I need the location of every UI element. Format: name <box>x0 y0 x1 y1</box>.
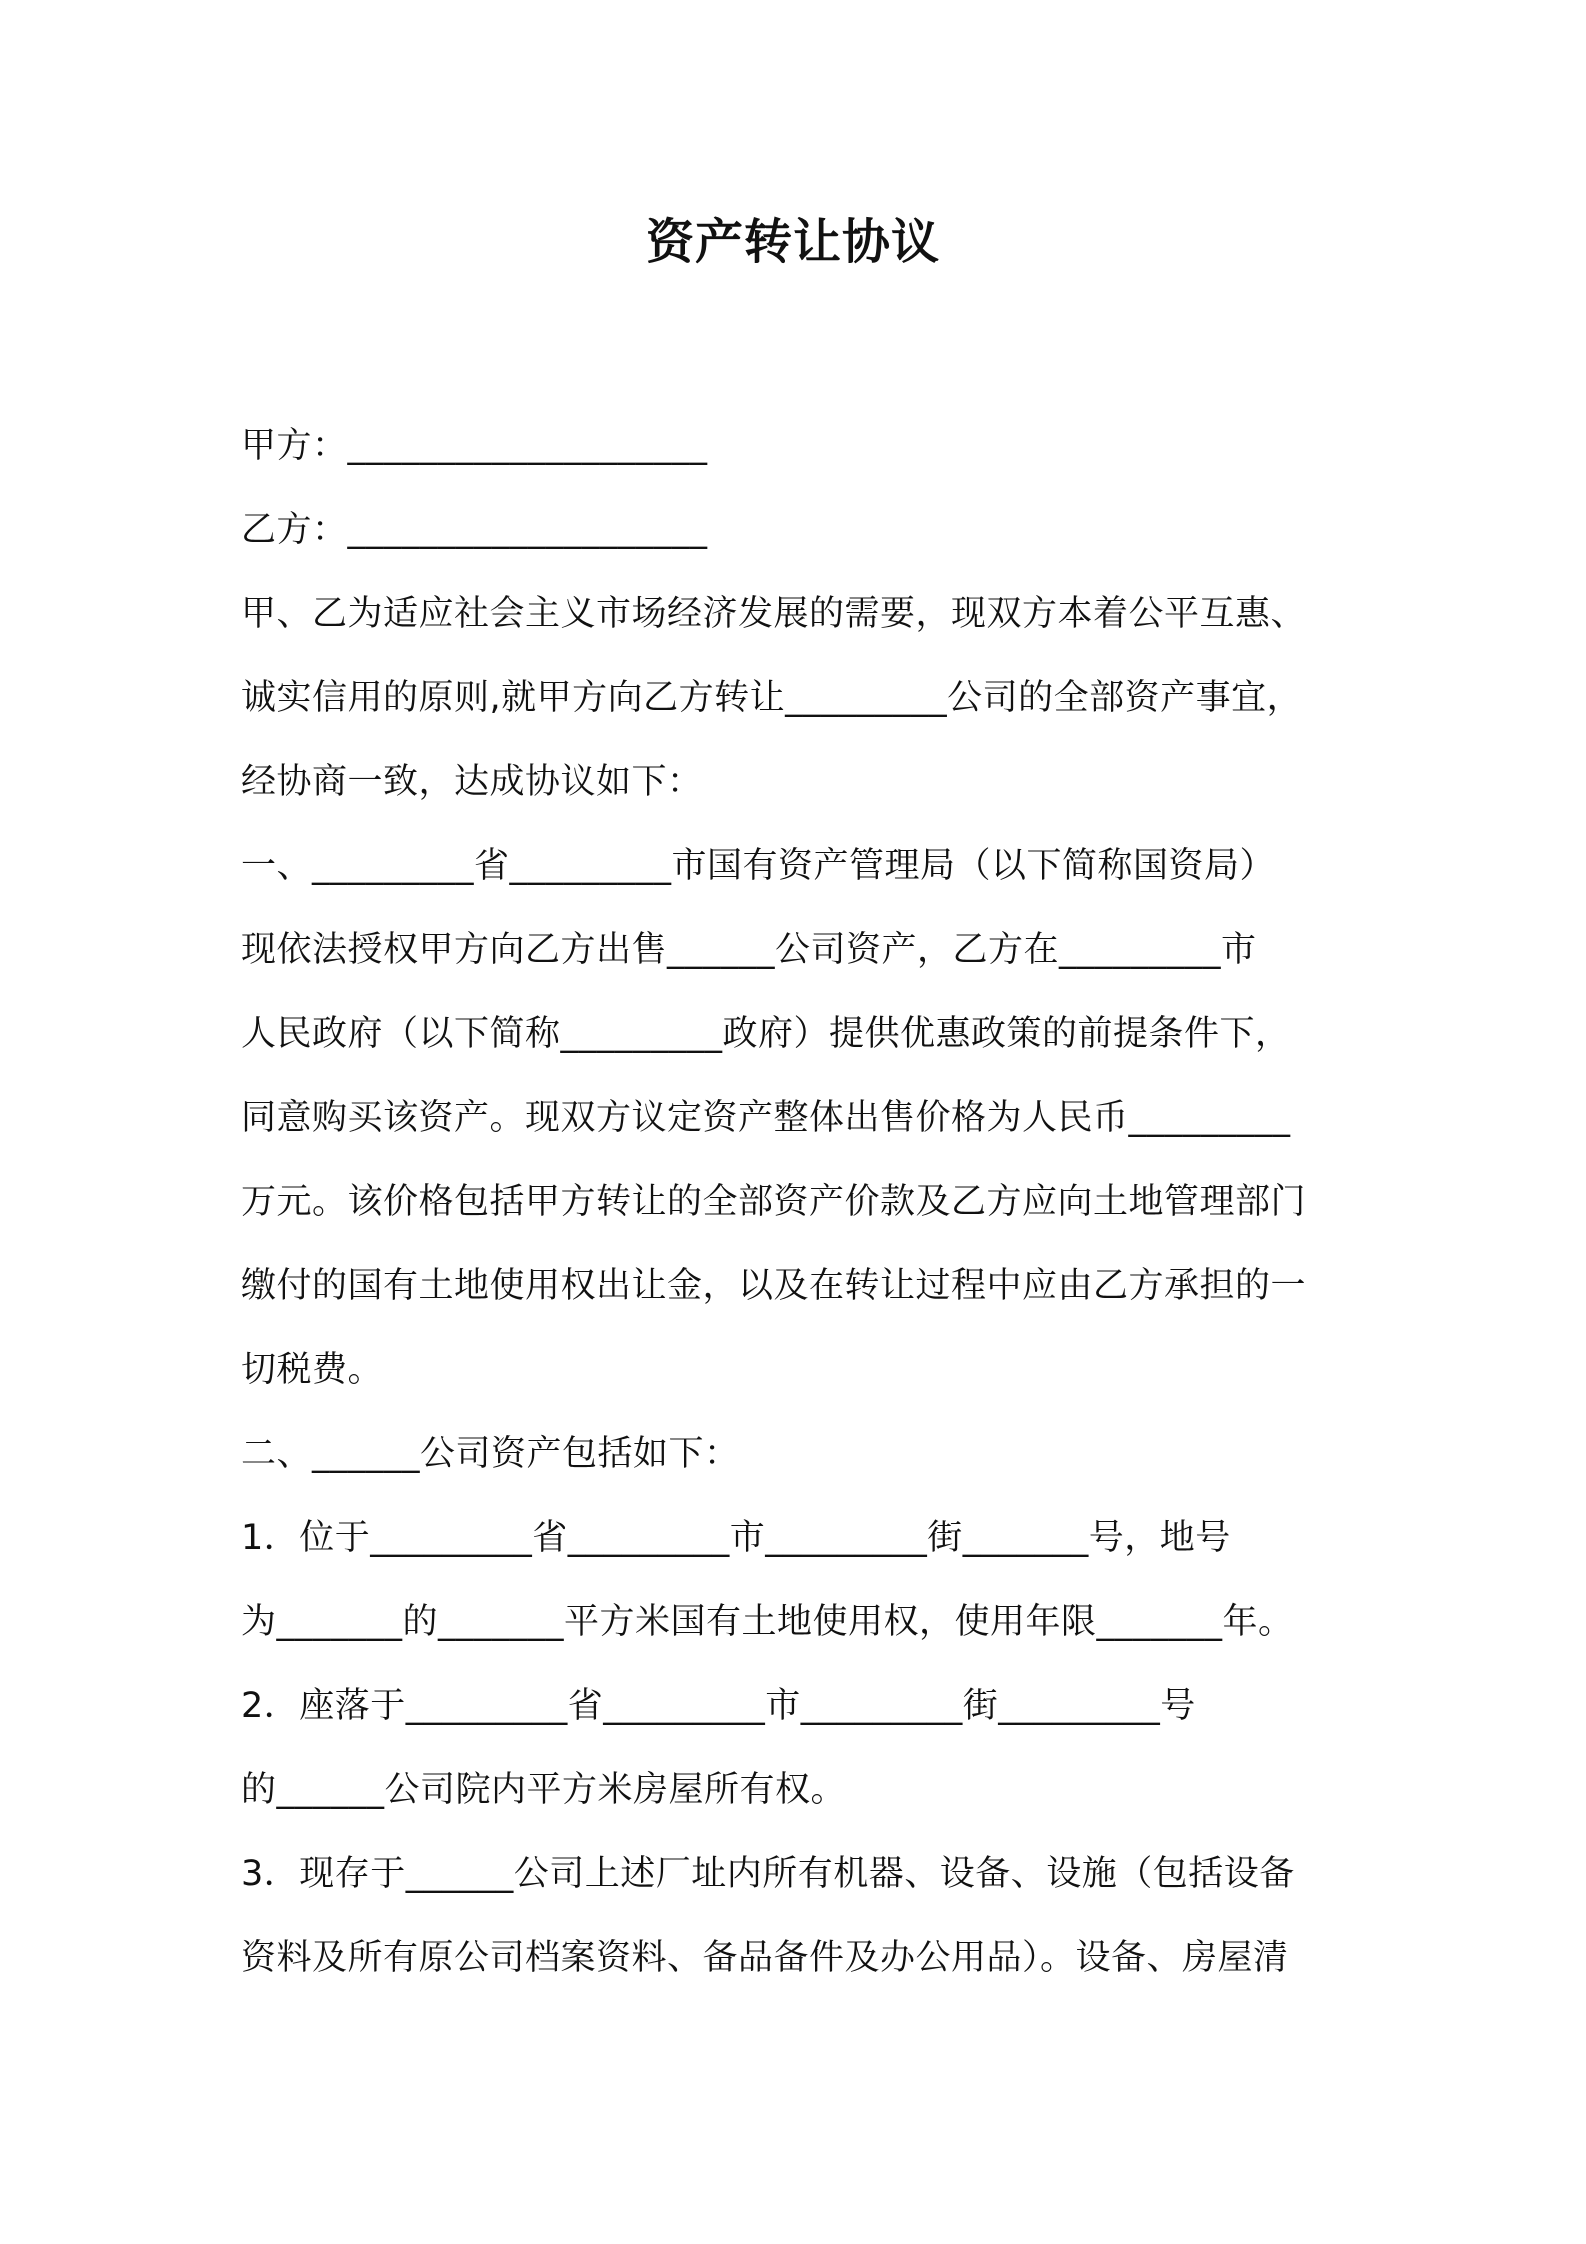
preamble-line-2: 诚实信用的原则,就甲方向乙方转让_________公司的全部资产事宜， <box>241 678 1303 718</box>
item-3-line-1: 3．现存于______公司上述厂址内所有机器、设备、设施（包括设备 <box>241 1854 1295 1894</box>
clause-1-line-7: 切税费。 <box>241 1350 384 1390</box>
preamble-line-1: 甲、乙为适应社会主义市场经济发展的需要，现双方本着公平互惠、 <box>241 594 1307 634</box>
clause-1-line-2: 现依法授权甲方向乙方出售______公司资产，乙方在_________市 <box>241 930 1257 970</box>
item-2-line-2: 的______公司院内平方米房屋所有权。 <box>241 1770 847 1810</box>
preamble-line-3: 经协商一致，达成协议如下： <box>241 762 703 802</box>
document-title: 资产转让协议 <box>645 214 940 270</box>
clause-1-line-4: 同意购买该资产。现双方议定资产整体出售价格为人民币_________ <box>241 1098 1291 1138</box>
clause-2-heading: 二、______公司资产包括如下： <box>241 1434 740 1474</box>
item-2-line-1: 2．座落于_________省_________市_________街_________号 <box>241 1686 1196 1726</box>
item-1-line-1: 1．位于_________省_________市_________街_______号，地号 <box>241 1518 1231 1558</box>
item-1-line-2: 为_______的_______平方米国有土地使用权，使用年限_______年。 <box>241 1602 1294 1642</box>
item-3-line-2: 资料及所有原公司档案资料、备品备件及办公用品）。设备、房屋清 <box>241 1938 1289 1978</box>
clause-1-line-1: 一、_________省_________市国有资产管理局（以下简称国资局） <box>241 846 1276 886</box>
clause-1-line-3: 人民政府（以下简称_________政府）提供优惠政策的前提条件下， <box>241 1014 1291 1054</box>
party-a-line: 甲方：____________________ <box>241 426 708 466</box>
party-b-line: 乙方：____________________ <box>241 510 708 550</box>
clause-1-line-6: 缴付的国有土地使用权出让金，以及在转让过程中应由乙方承担的一 <box>241 1266 1307 1306</box>
document-body <box>241 404 1381 2000</box>
clause-1-line-5: 万元。该价格包括甲方转让的全部资产价款及乙方应向土地管理部门 <box>241 1182 1307 1222</box>
